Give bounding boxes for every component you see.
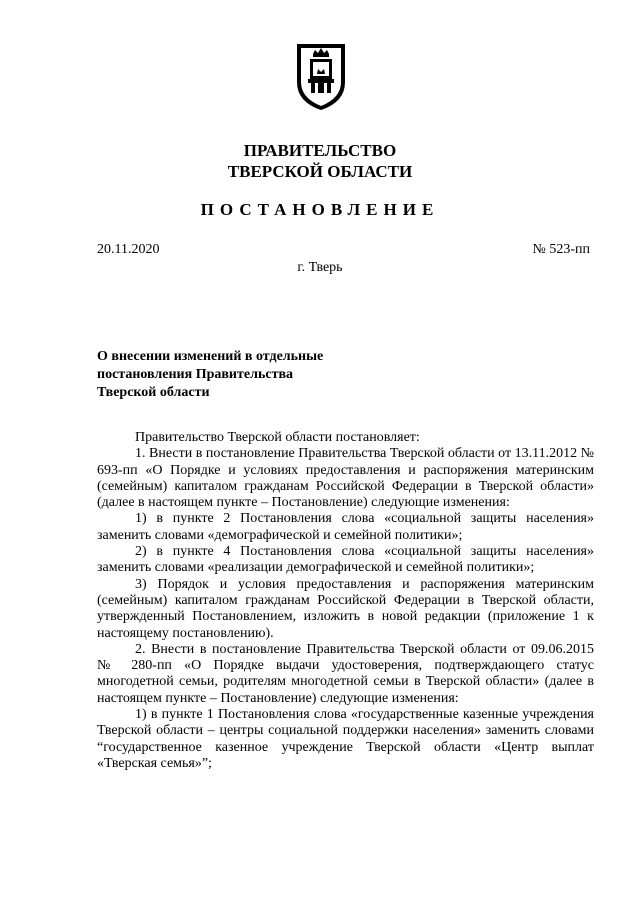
subject-line2: постановления Правительства: [97, 367, 293, 382]
document-type: ПОСТАНОВЛЕНИЕ: [200, 200, 440, 219]
body-paragraph: 1. Внести в постановление Правительства Тверской области от 13.11.2012 № 693-пп «О Порядке и условиях предоставления и распоряжения материнским (семейным) капиталом гражданам Российской Федерации в Тверской области» (далее в настоящем пункте – Постановление) следующие изменения:: [97, 446, 594, 511]
body-paragraph: Правительство Тверской области постановляет:: [135, 430, 420, 445]
body-paragraph: 3) Порядок и условия предоставления и распоряжения материнским (семейным) капиталом гражданам Российской Федерации в Тверской области, утвержденный Постановлением, изложить в новой редакции (приложение 1 к настоящему постановлению).: [97, 576, 594, 641]
body-paragraph: 1) в пункте 2 Постановления слова «социальной защиты населения» заменить словами «демографической и семейной политики»;: [97, 511, 594, 543]
subject-line1: О внесении изменений в отдельные: [97, 349, 324, 364]
document-date: 20.11.2020: [97, 242, 160, 257]
tver-coat-of-arms-icon: [293, 40, 349, 112]
government-title-line1: ПРАВИТЕЛЬСТВО: [243, 141, 397, 160]
document-city: г. Тверь: [297, 260, 343, 275]
document-number: № 523-пп: [532, 242, 590, 257]
body-paragraph: 1) в пункте 1 Постановления слова «государственные казенные учреждения Тверской области – центры социальной поддержки населения» заменить словами “государственное казенное учреждение Тверской области «Центр выплат «Тверская семья»”;: [97, 707, 594, 771]
subject-line3: Тверской области: [97, 385, 210, 400]
body-paragraph: 2) в пункте 4 Постановления слова «социальной защиты населения» заменить словами «реализации демографической и семейной политики»;: [97, 544, 594, 576]
body-paragraph: 2. Внести в постановление Правительства Тверской области от 09.06.2015 № 280-пп «О Порядке выдачи удостоверения, подтверждающего статус многодетной семьи, родителям многодетной семьи в Тверской области» (далее в настоящем пункте – Постановление) следующие изменения:: [97, 641, 594, 706]
document-subject: [97, 348, 397, 402]
government-title: [0, 140, 640, 182]
document-body: [97, 430, 594, 772]
government-title-line2: ТВЕРСКОЙ ОБЛАСТИ: [227, 162, 413, 181]
